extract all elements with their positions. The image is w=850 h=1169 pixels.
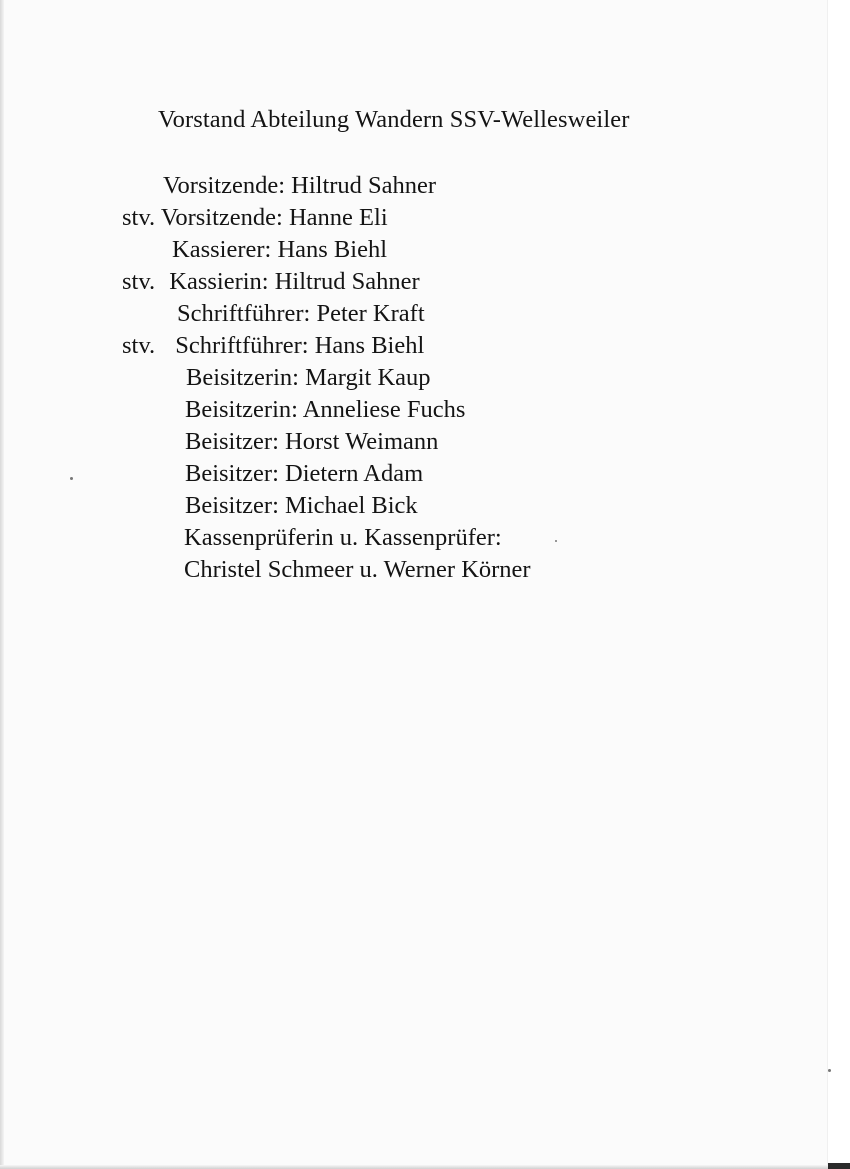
member-role: Beisitzer:	[185, 492, 279, 519]
member-name: Hans Biehl	[277, 236, 388, 263]
member-name: Margit Kaup	[305, 364, 431, 391]
member-line	[185, 459, 423, 489]
member-name: Hanne Eli	[288, 204, 388, 231]
member-name: Horst Weimann	[285, 428, 439, 455]
member-line	[172, 235, 387, 265]
member-line	[185, 427, 438, 457]
member-prefix: stv.	[122, 332, 156, 359]
member-role: Vorsitzende:	[160, 204, 283, 231]
document-title: Vorstand Abteilung Wandern SSV-Wellesweiler	[158, 106, 630, 133]
auditors-names: Christel Schmeer u. Werner Körner	[184, 556, 531, 583]
member-name: Dietern Adam	[285, 460, 424, 487]
member-line	[163, 171, 436, 201]
scan-right-edge	[827, 0, 850, 1169]
member-name: Peter Kraft	[316, 300, 425, 327]
dust-speck	[70, 477, 73, 480]
member-line	[122, 267, 420, 297]
dust-speck	[828, 1069, 831, 1072]
member-prefix: stv.	[122, 204, 156, 231]
member-role: Vorsitzende:	[163, 172, 286, 199]
member-role: Beisitzer:	[185, 428, 279, 455]
member-name: Hans Biehl	[314, 332, 425, 359]
member-prefix: stv.	[122, 268, 156, 295]
auditors-label: Kassenprüferin u. Kassenprüfer:	[184, 524, 502, 551]
member-line	[186, 363, 431, 393]
member-line	[185, 491, 418, 521]
scan-bottom-edge	[0, 1165, 850, 1169]
scan-corner-mark	[828, 1163, 850, 1169]
member-role: Beisitzer:	[185, 460, 279, 487]
member-line	[177, 299, 425, 329]
member-role: Beisitzerin:	[186, 364, 299, 391]
auditors-label-line	[184, 523, 502, 553]
dust-speck	[555, 540, 557, 542]
member-name: Michael Bick	[285, 492, 418, 519]
scan-left-edge	[0, 0, 4, 1169]
member-role: Schriftführer:	[177, 300, 311, 327]
member-role: Beisitzerin:	[185, 396, 298, 423]
member-line	[185, 395, 465, 425]
member-line	[122, 203, 388, 233]
member-line	[122, 331, 424, 361]
member-role: Schriftführer:	[175, 332, 309, 359]
member-name: Hiltrud Sahner	[291, 172, 437, 199]
member-name: Anneliese Fuchs	[302, 396, 466, 423]
member-role: Kassierer:	[172, 236, 272, 263]
member-role: Kassierin:	[169, 268, 269, 295]
member-name: Hiltrud Sahner	[274, 268, 420, 295]
auditors-names-line	[184, 555, 531, 585]
